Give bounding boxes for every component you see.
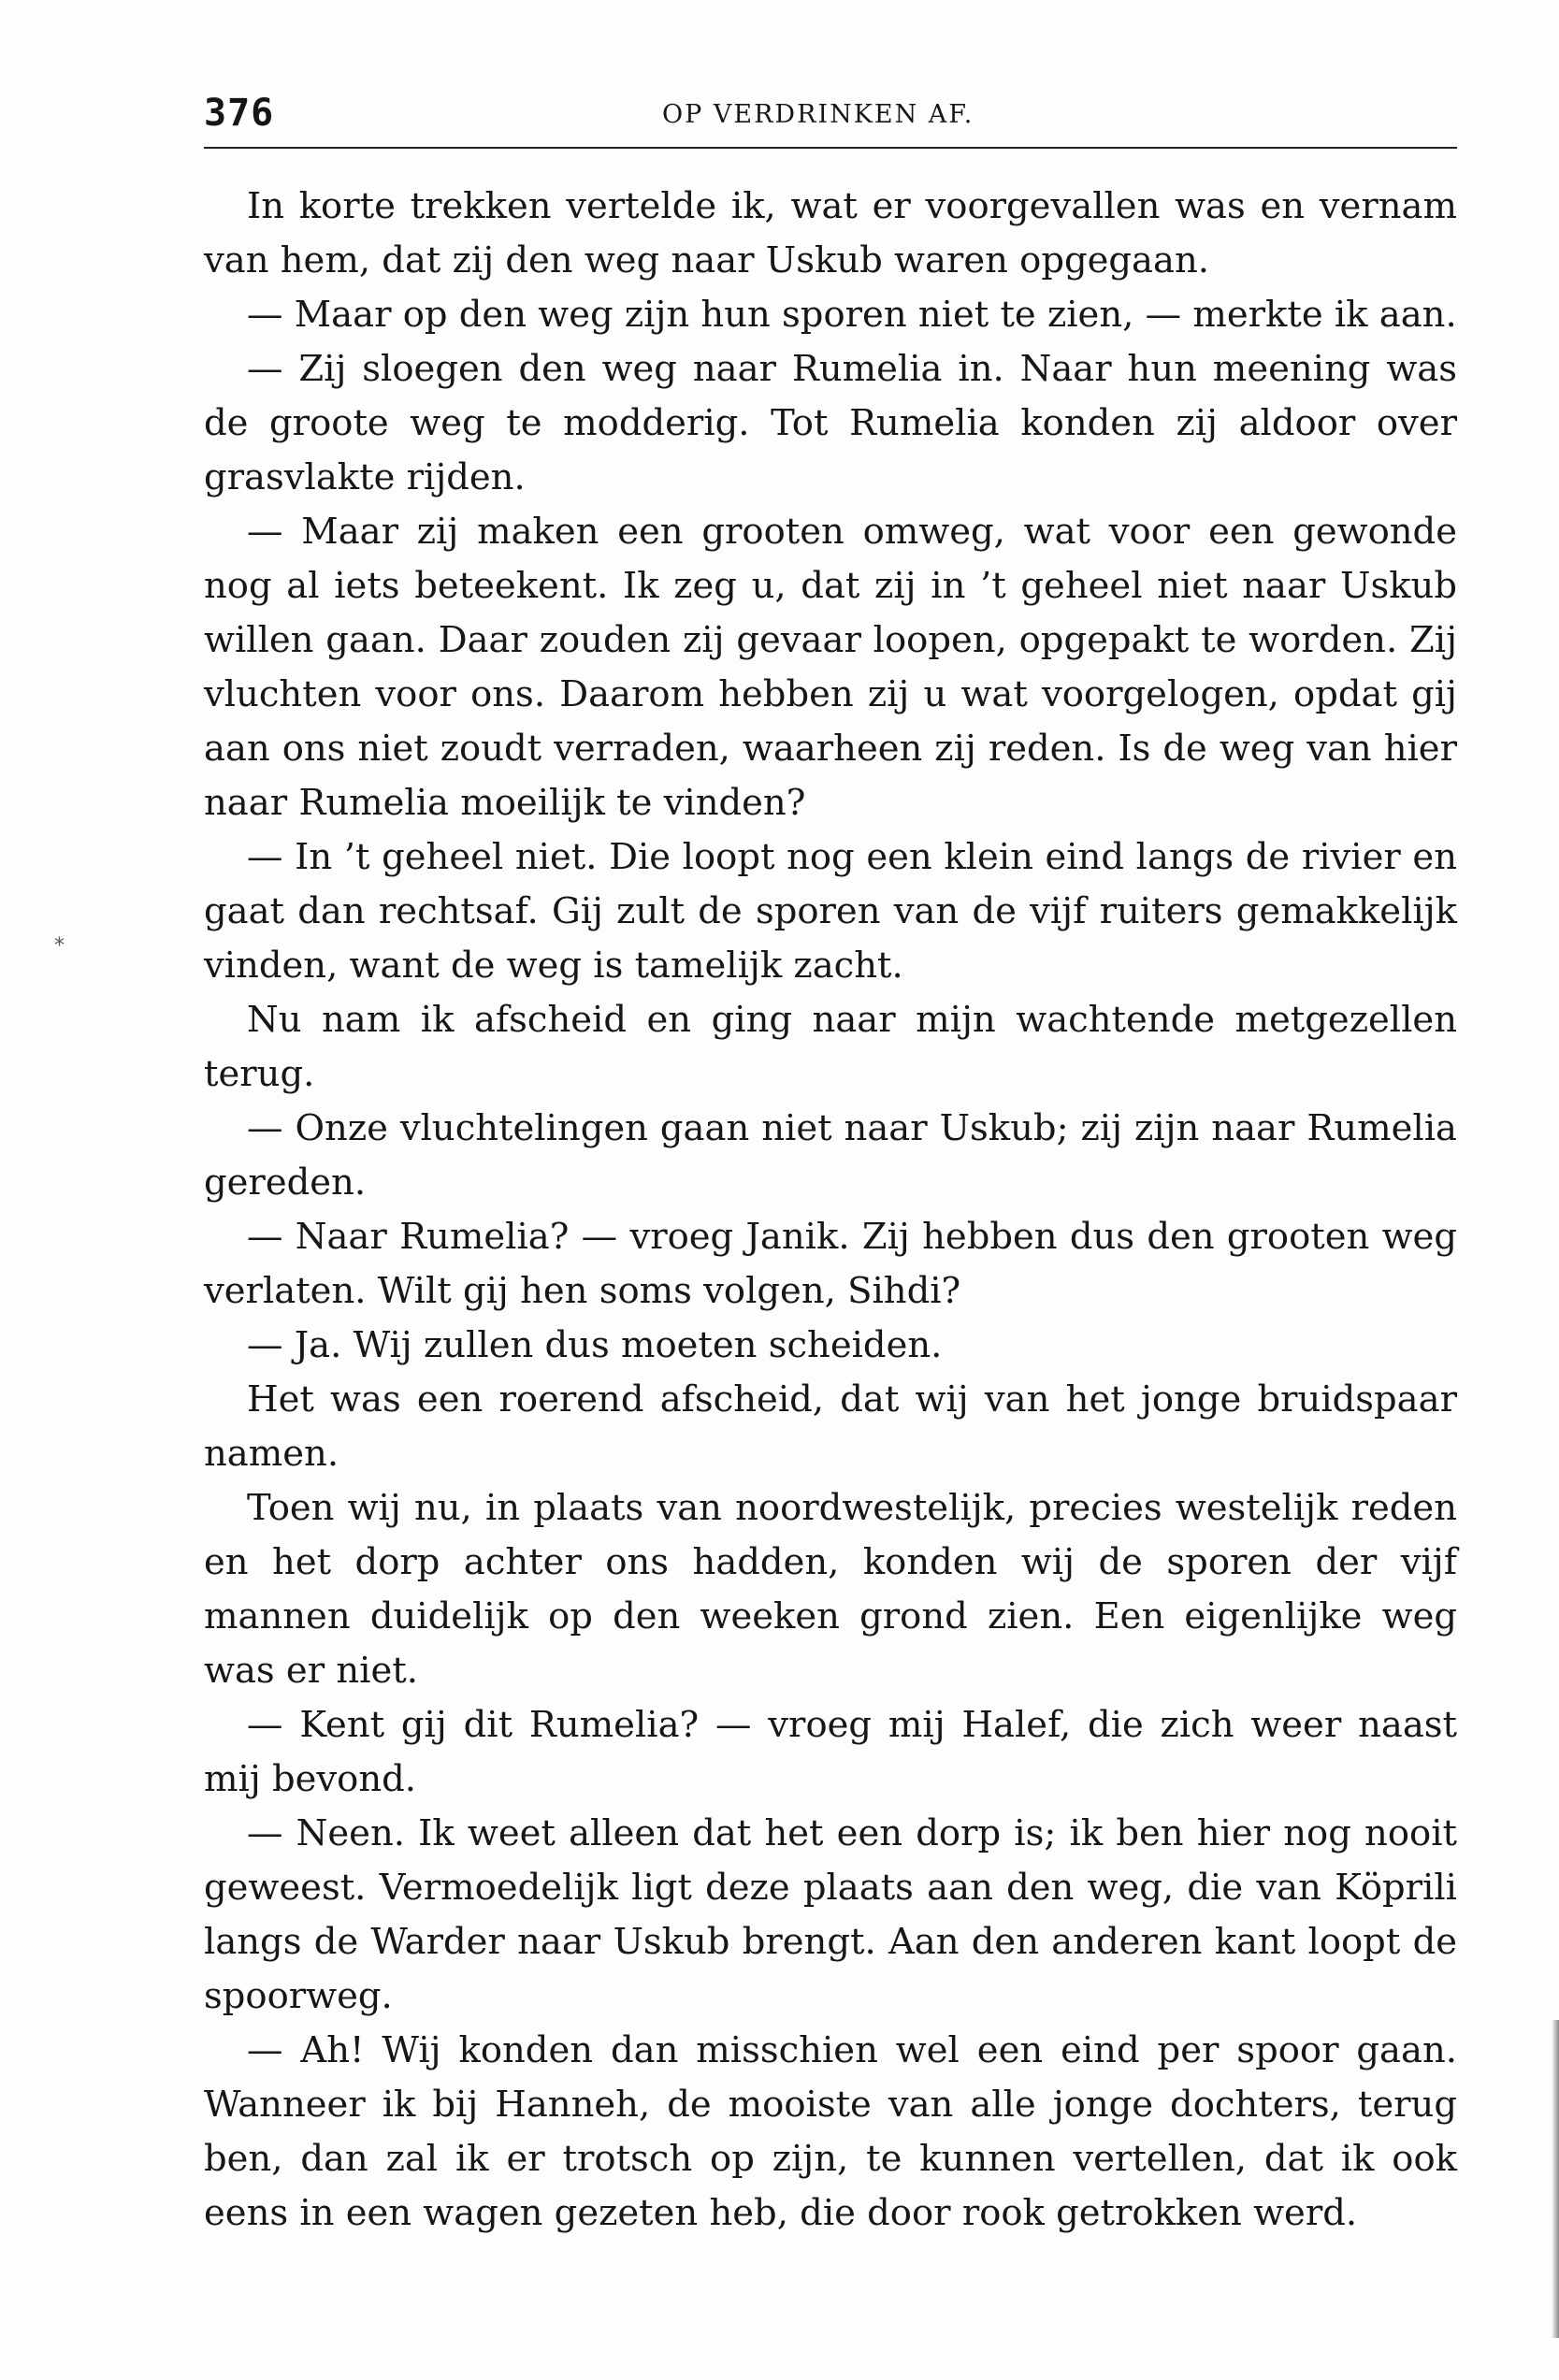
paragraph: Nu nam ik afscheid en ging naar mijn wachtende metgezellen terug.	[204, 999, 1457, 1095]
paragraph: — Naar Rumelia? — vroeg Janik. Zij hebben dus den grooten weg verlaten. Wilt gij hen soms volgen, Sihdi?	[204, 1216, 1457, 1312]
paragraph: — Neen. Ik weet alleen dat het een dorp is; ik ben hier nog nooit geweest. Vermoedelijk ligt deze plaats aan den weg, die van Köprili langs de Warder naar Uskub brengt. Aan den anderen kant loopt de spoorweg.	[204, 1812, 1457, 2017]
paragraph: — Zij sloegen den weg naar Rumelia in. Naar hun meening was de groote weg te modderig. Tot Rumelia konden zij aldoor over grasvlakte rijden.	[204, 348, 1457, 498]
page-header	[204, 90, 1457, 148]
page-edge-shadow	[1552, 2020, 1559, 2338]
paragraph: Het was een roerend afscheid, dat wij van het jonge bruidspaar namen.	[204, 1378, 1457, 1475]
paragraph: Toen wij nu, in plaats van noordwestelijk, precies westelijk reden en het dorp achter ons hadden, konden wij de sporen der vijf mannen duidelijk op den weeken grond zien. Een eigenlijke weg was er niet.	[204, 1487, 1457, 1692]
paragraph: — Maar op den weg zijn hun sporen niet te zien, — merkte ik aan.	[247, 294, 1457, 336]
paragraph: — Maar zij maken een grooten omweg, wat voor een gewonde nog al iets beteekent. Ik zeg u, dat zij in ’t geheel niet naar Uskub willen gaan. Daar zouden zij gevaar loopen, opgepakt te worden. Zij vluchten voor ons. Daarom hebben zij u wat voorgelogen, opdat gij aan ons niet zoudt verraden, waarheen zij reden. Is de weg van hier naar Rumelia moeilijk te vinden?	[204, 511, 1457, 824]
paragraph: — Onze vluchtelingen gaan niet naar Uskub; zij zijn naar Rumelia gereden.	[204, 1107, 1457, 1204]
margin-asterisk-mark: ⁎	[54, 928, 65, 951]
header-rule	[204, 147, 1457, 149]
paragraph: — Ja. Wij zullen dus moeten scheiden.	[247, 1324, 943, 1366]
paragraph: — In ’t geheel niet. Die loopt nog een klein eind langs de rivier en gaat dan rechtsaf. Gij zult de sporen van de vijf ruiters gemakkelijk vinden, want de weg is tamelijk zacht.	[204, 836, 1457, 987]
running-title: OP VERDRINKEN AF.	[662, 100, 974, 129]
paragraph: In korte trekken vertelde ik, wat er voorgevallen was en vernam van hem, dat zij den weg naar Uskub waren opgegaan.	[204, 185, 1457, 281]
body-text	[204, 180, 1457, 2241]
paragraph: — Ah! Wij konden dan misschien wel een eind per spoor gaan. Wanneer ik bij Hanneh, de mooiste van alle jonge dochters, terug ben, dan zal ik er trotsch op zijn, te kunnen vertellen, dat ik ook eens in een wagen gezeten heb, die door rook getrokken werd.	[204, 2029, 1457, 2234]
paragraph: — Kent gij dit Rumelia? — vroeg mij Halef, die zich weer naast mij bevond.	[204, 1704, 1457, 1800]
page-number: 376	[204, 92, 275, 135]
